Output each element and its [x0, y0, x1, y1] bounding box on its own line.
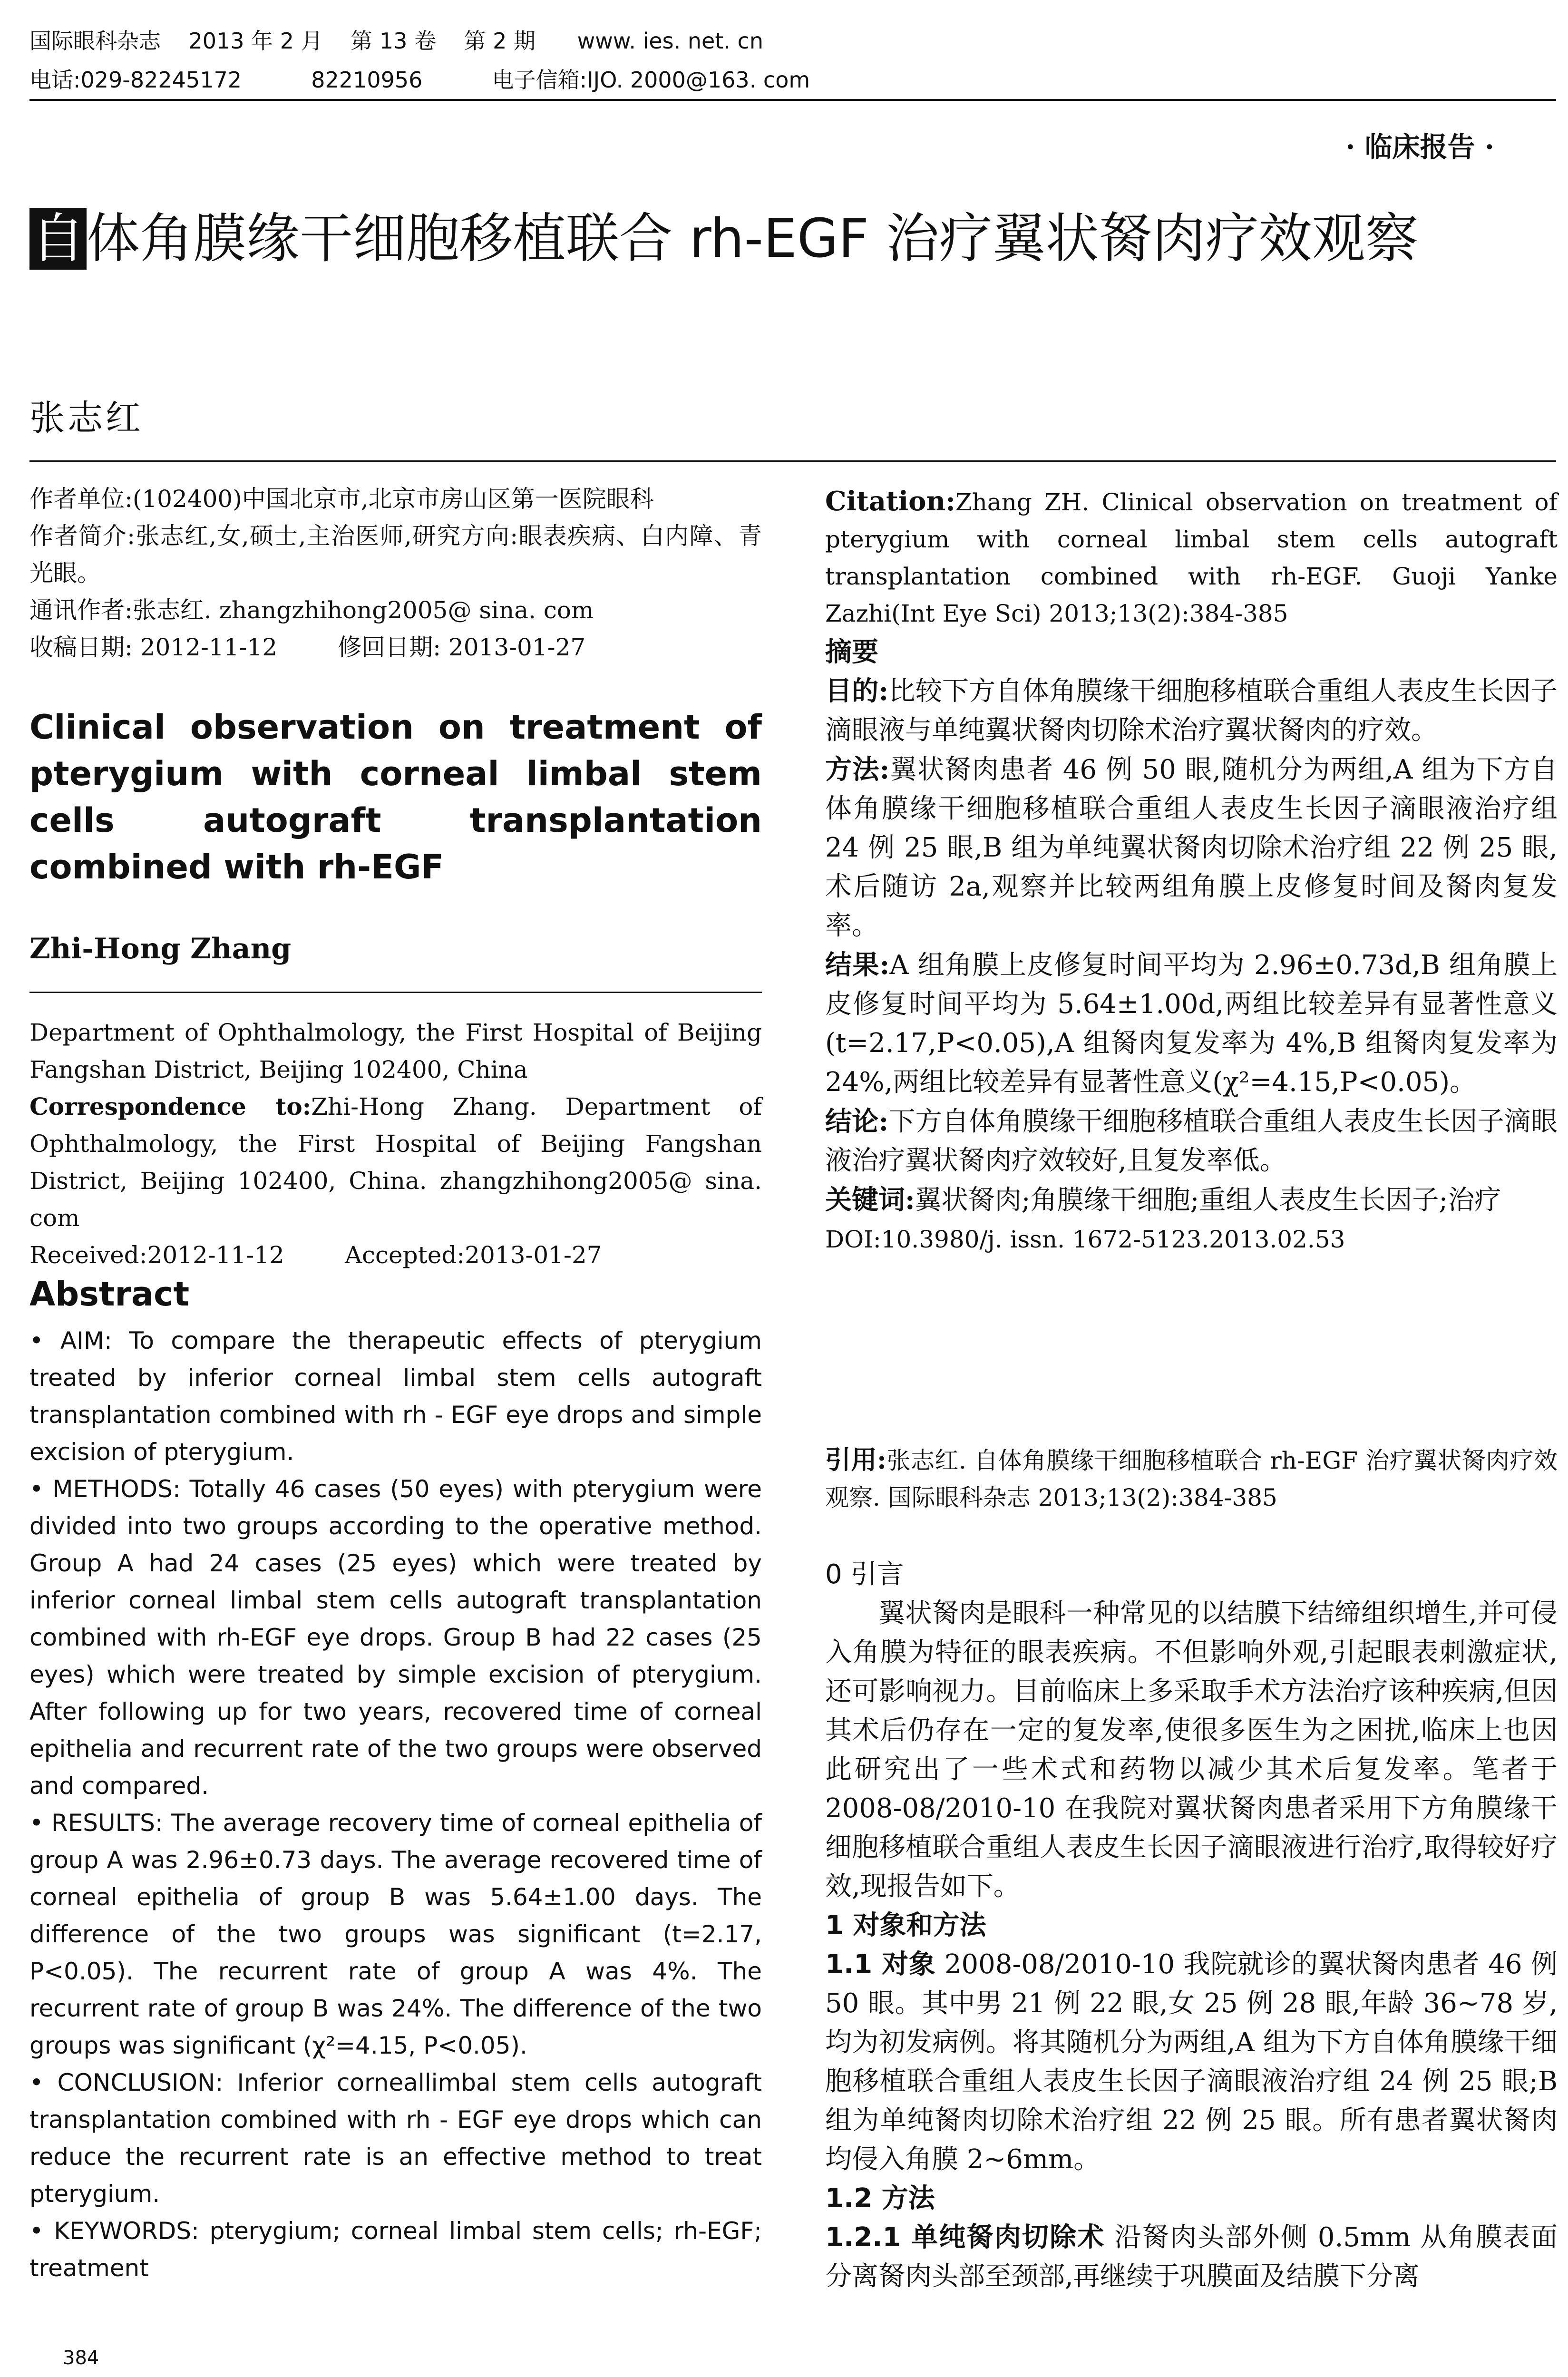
- methods-section-heading: 1 对象和方法: [825, 1910, 986, 1941]
- abstract-conclusion: • CONCLUSION: Inferior corneallimbal stem cells autograft transplantation combined with rh - EGF eye drops which can reduce the recurrent rate is an effective method to treat pterygium.: [29, 2069, 762, 2208]
- procedure-heading: 1.2 方法: [825, 2183, 935, 2214]
- abstract-aim: • AIM: To compare the therapeutic effects of pterygium treated by inferior corneal limbal stem cells autograft transplantation combined with rh - EGF eye drops and simple excision of pterygium.: [29, 1327, 762, 1466]
- citation-cn-label: 引用:: [825, 1444, 886, 1475]
- intro-paragraph: 翼状胬肉是眼科一种常见的以结膜下结缔组织增生,并可侵入角膜为特征的眼表疾病。不但影响外观,引起眼表刺激症状,还可影响视力。目前临床上多采取手术方法治疗该种疾病,但因其术后仍存在一定的复发率,使很多医生为之困扰,临床上也因此研究出了一些术式和药物以减少其术后复发率。笔者于 2008-08/2010-10 在我院对翼状胬肉患者采用下方角膜缘干细胞移植联合重组人表皮生长因子滴眼液进行治疗,取得较好疗效,现报告如下。: [825, 1598, 1558, 1902]
- citation-en-text: Zhang ZH. Clinical observation on treatment of pterygium with corneal limbal stem cells autograft transplantation combined with rh-EGF. Guoji Yanke Zazhi(Int Eye Sci) 2013;13(2):384-385: [825, 488, 1558, 627]
- author-unit: 作者单位:(102400)中国北京市,北京市房山区第一医院眼科: [29, 485, 654, 513]
- intro-heading: 0 引言: [825, 1559, 904, 1590]
- conclusion-cn-text: 下方自体角膜缘干细胞移植联合重组人表皮生长因子滴眼液治疗翼状胬肉疗效较好,且复发率低。: [825, 1106, 1558, 1176]
- article-body: [825, 1555, 1558, 2296]
- results-cn-label: 结果:: [825, 949, 890, 981]
- aim-cn-label: 目的:: [825, 675, 889, 707]
- results-cn-text: A 组角膜上皮修复时间平均为 2.96±0.73d,B 组角膜上皮修复时间平均为 5.64±1.00d,两组比较差异有显著性意义(t=2.17,P<0.05),A 组胬肉复发率为 4%,B 组胬肉复发率为 24%,两组比较差异有显著性意义(χ²=4.15,P<0.05)。: [825, 950, 1558, 1098]
- citation-cn-text: 张志红. 自体角膜缘干细胞移植联合 rh-EGF 治疗翼状胬肉疗效观察. 国际眼科杂志 2013;13(2):384-385: [825, 1447, 1558, 1511]
- affiliation-en: [29, 1014, 762, 1274]
- author-bio: 作者简介:张志红,女,硕士,主治医师,研究方向:眼表疾病、白内障、青光眼。: [29, 522, 762, 587]
- citation-en: [825, 483, 1558, 632]
- keywords-cn-text: 翼状胬肉;角膜缘干细胞;重组人表皮生长因子;治疗: [915, 1185, 1501, 1216]
- page-number: 384: [63, 2347, 99, 2369]
- methods-cn-label: 方法:: [825, 754, 890, 785]
- title-rule: [29, 460, 1556, 462]
- citation-en-label: Citation:: [825, 486, 955, 517]
- abstract-en-body: [29, 1322, 762, 2287]
- citation-cn: [825, 1441, 1558, 1516]
- abstract-cn: [825, 633, 1558, 1259]
- abstract-methods: • METHODS: Totally 46 cases (50 eyes) with pterygium were divided into two groups according to the operative method. Group A had 24 cases (25 eyes) which were treated by inferior corneal limbal stem cells autograft transplantation combined with rh-EGF eye drops. Group B had 22 cases (25 eyes) which were treated by simple excision of pterygium. After following up for two years, recovered time of corneal epithelia and recurrent rate of the two groups were observed and compared.: [29, 1475, 762, 1800]
- subjects-label: 1.1 对象: [825, 1949, 936, 1980]
- title-first-char: 自: [29, 208, 87, 270]
- author-cn: 张志红: [29, 398, 144, 438]
- abstract-keywords: • KEYWORDS: pterygium; corneal limbal stem cells; rh-EGF; treatment: [29, 2217, 762, 2282]
- excision-text: 沿胬肉头部外侧 0.5mm 从角膜表面分离胬肉头部至颈部,再继续于巩膜面及结膜下分离: [825, 2222, 1558, 2292]
- abstract-en-heading: Abstract: [29, 1275, 190, 1314]
- subjects-text: 2008-08/2010-10 我院就诊的翼状胬肉患者 46 例 50 眼。其中男 21 例 22 眼,女 25 例 28 眼,年龄 36~78 岁,均为初发病例。将其随机分为两组,A 组为下方自体角膜缘干细胞移植联合重组人表皮生长因子滴眼液治疗组 24 例 25 眼;B 组为单纯胬肉切除术治疗组 22 例 25 眼。所有患者翼状胬肉均侵入角膜 2~6mm。: [825, 1949, 1558, 2175]
- conclusion-cn-label: 结论:: [825, 1106, 889, 1137]
- received-dates-cn: 收稿日期: 2012-11-12 修回日期: 2013-01-27: [29, 633, 586, 661]
- received-dates-en: Received:2012-11-12 Accepted:2013-01-27: [29, 1241, 602, 1269]
- methods-cn-text: 翼状胬肉患者 46 例 50 眼,随机分为两组,A 组为下方自体角膜缘干细胞移植联合重组人表皮生长因子滴眼液治疗组 24 例 25 眼,B 组为单纯翼状胬肉切除术治疗组 22 例 25 眼,术后随访 2a,观察并比较两组角膜上皮修复时间及胬肉复发率。: [825, 754, 1558, 941]
- correspondence-text: Zhi-Hong Zhang. Department of Ophthalmology, the First Hospital of Beijing Fangshan District, Beijing 102400, China. zhangzhihong2005@ sina. com: [29, 1093, 762, 1232]
- affil-rule: [29, 992, 762, 993]
- journal-header-line: 国际眼科杂志 2013 年 2 月 第 13 卷 第 2 期 www. ies. net. cn: [29, 28, 764, 54]
- section-tag: · 临床报告 ·: [1345, 131, 1494, 163]
- author-en: Zhi-Hong Zhang: [29, 932, 292, 965]
- abstract-results: • RESULTS: The average recovery time of corneal epithelia of group A was 2.96±0.73 days. The average recovered time of corneal epithelia of group B was 5.64±1.00 days. The difference of the two groups was significant (t=2.17, P<0.05). The recurrent rate of group A was 4%. The recurrent rate of group B was 24%. The difference of the two groups was significant (χ²=4.15, P<0.05).: [29, 1809, 762, 2059]
- affil-dept: Department of Ophthalmology, the First Hospital of Beijing Fangshan District, Beijing 102400, China: [29, 1019, 762, 1083]
- article-title: [29, 200, 1561, 278]
- title-en: Clinical observation on treatment of pterygium with corneal limbal stem cells autograft transplantation combined with rh-EGF: [29, 708, 762, 887]
- contact-header-line: 电话:029-82245172 82210956 电子信箱:IJO. 2000@163. com: [29, 67, 810, 93]
- doi: DOI:10.3980/j. issn. 1672-5123.2013.02.53: [825, 1226, 1345, 1253]
- abstract-cn-heading: 摘要: [825, 636, 878, 668]
- title-rest: 体角膜缘干细胞移植联合 rh-EGF 治疗翼状胬肉疗效观察: [87, 208, 1419, 270]
- author-info-cn: [29, 480, 762, 666]
- keywords-cn-label: 关键词:: [825, 1184, 915, 1216]
- aim-cn-text: 比较下方自体角膜缘干细胞移植联合重组人表皮生长因子滴眼液与单纯翼状胬肉切除术治疗翼状胬肉的疗效。: [825, 676, 1558, 746]
- excision-label: 1.2.1 单纯胬肉切除术: [825, 2222, 1105, 2253]
- header-rule: [29, 99, 1556, 101]
- correspondence-label: Correspondence to:: [29, 1092, 312, 1120]
- corresponding-author: 通讯作者:张志红. zhangzhihong2005@ sina. com: [29, 596, 594, 624]
